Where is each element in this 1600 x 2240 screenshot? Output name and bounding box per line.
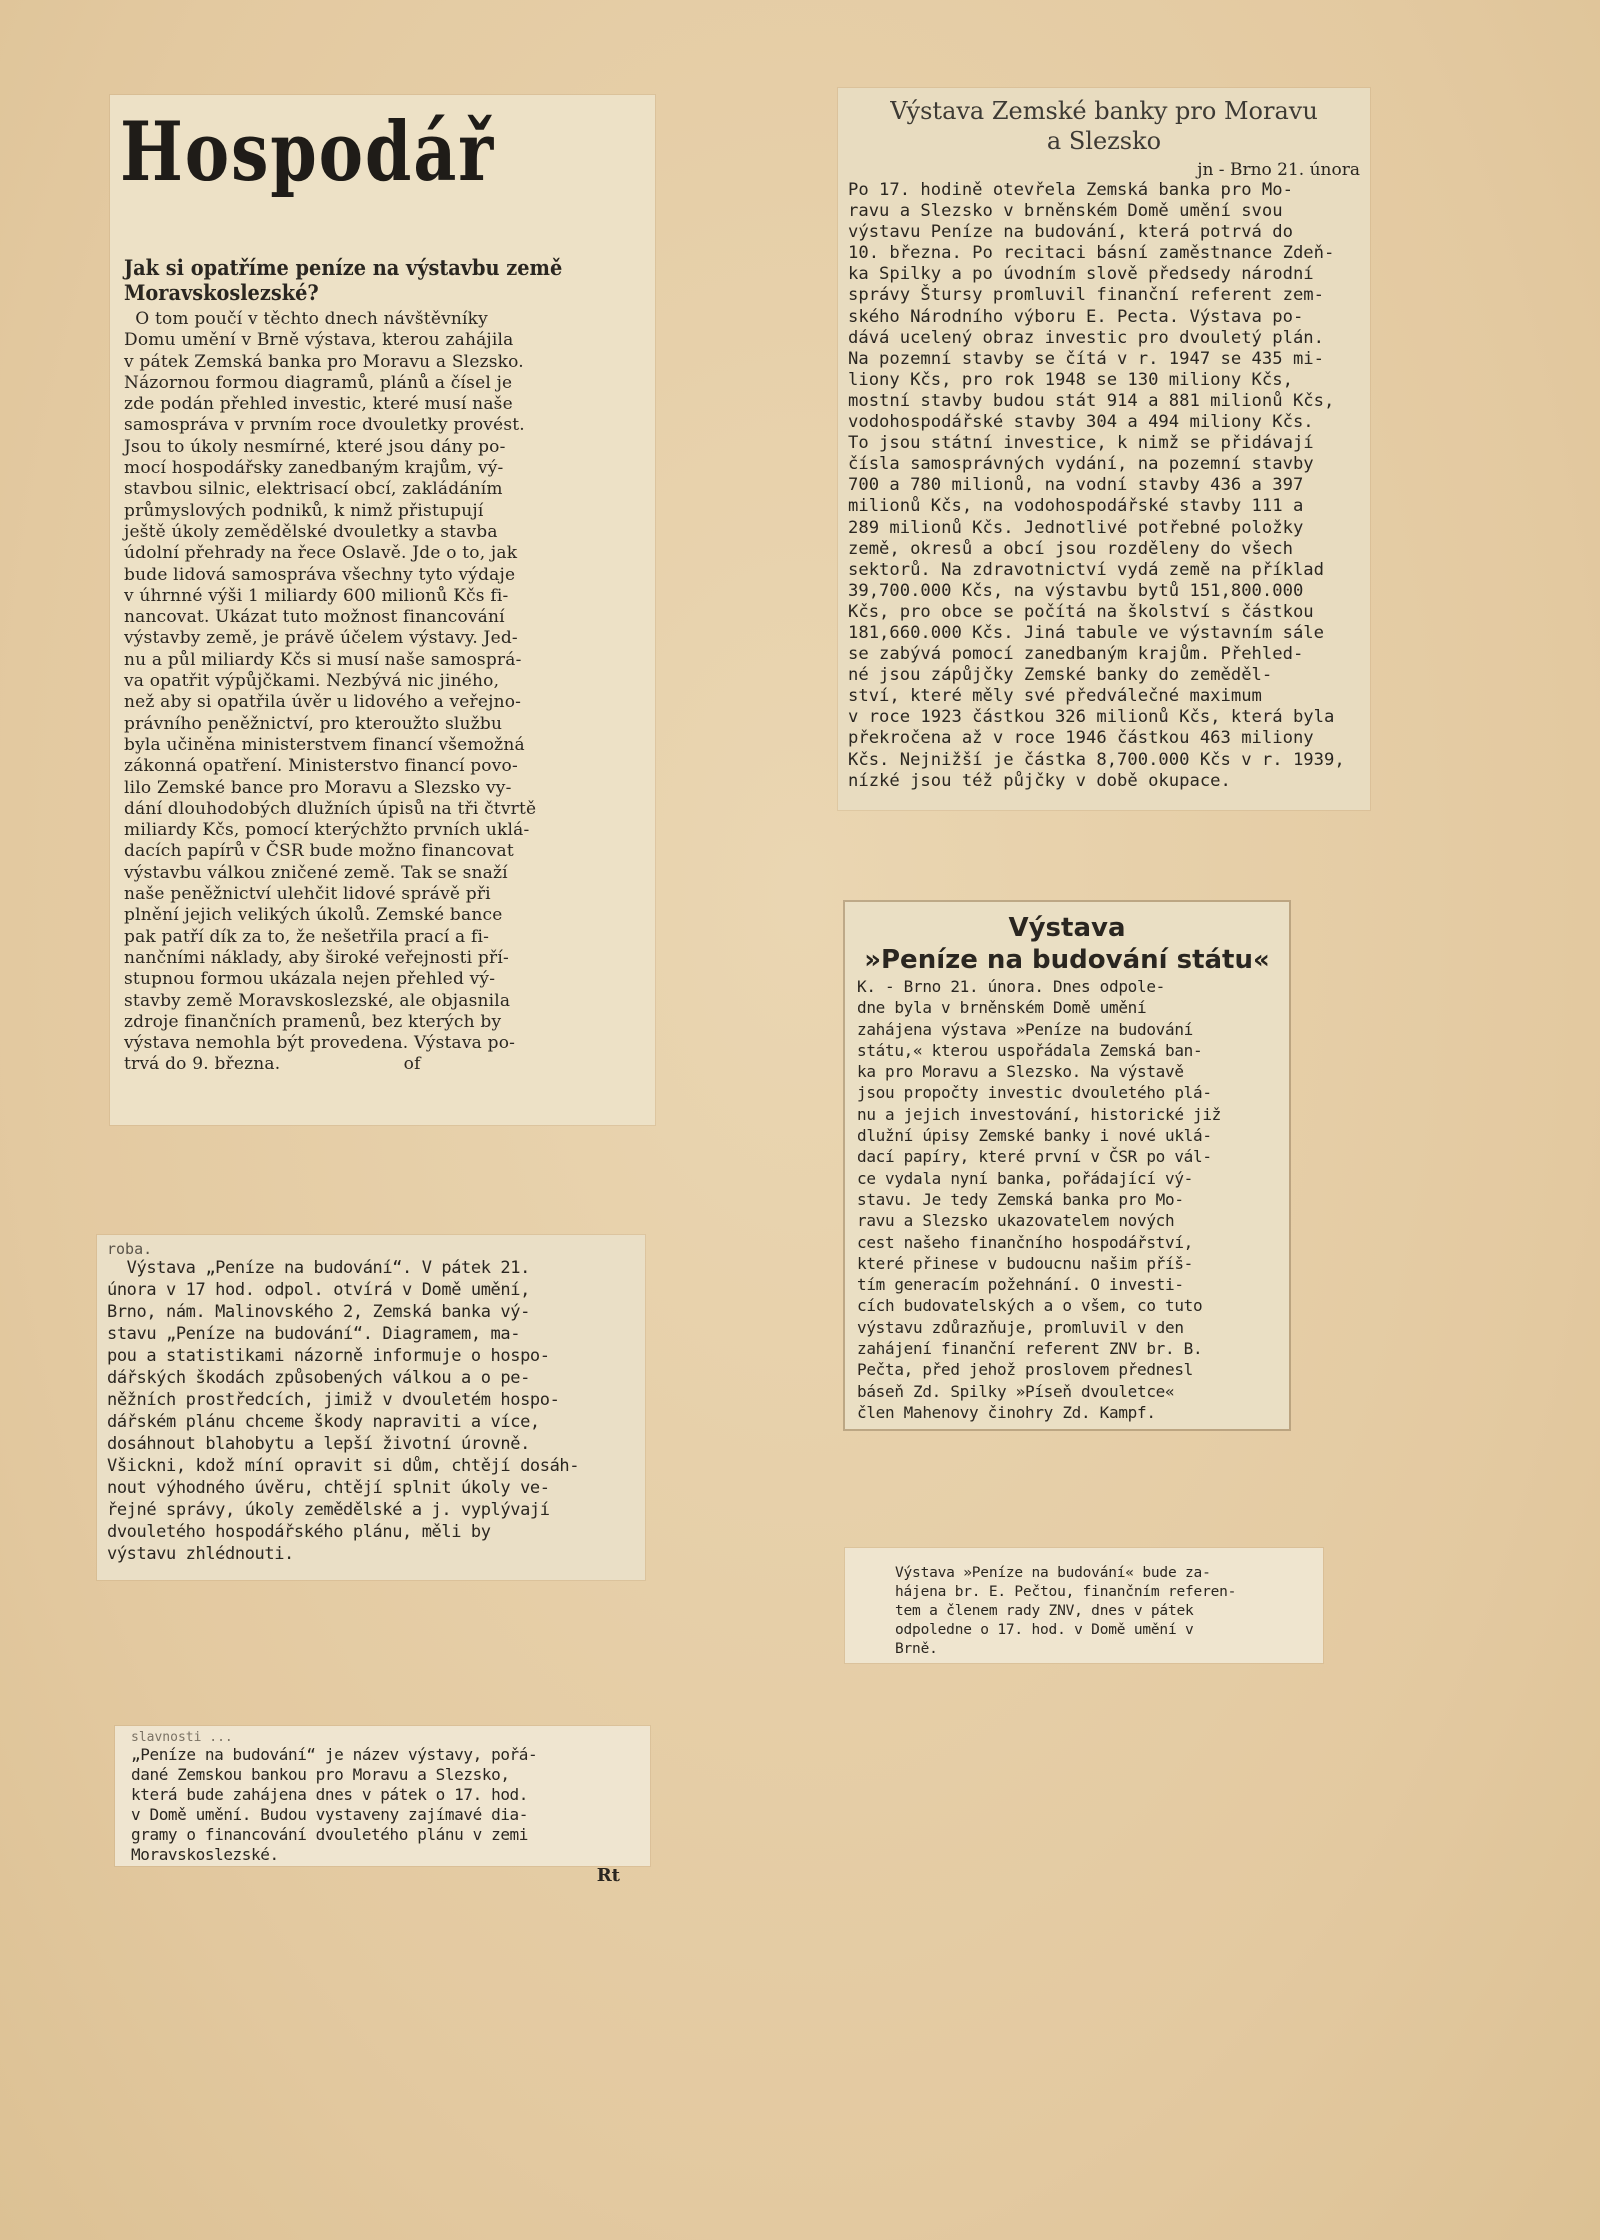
- body-line: země, okresů a obcí jsou rozděleny do všech: [848, 538, 1293, 559]
- clipping-body: [848, 180, 1360, 792]
- body-line: 289 milionů Kčs. Jednotlivé potřebné položky: [848, 517, 1304, 538]
- body-line: nančními náklady, aby široké veřejnosti pří-: [124, 947, 509, 968]
- body-line: řejné správy, úkoly zemědělské a j. vyplývají: [107, 1500, 550, 1520]
- body-line: Brně.: [895, 1641, 938, 1657]
- body-line: se zabývá pomocí zanedbaným krajům. Přehled-: [848, 644, 1304, 665]
- body-line: zde podán přehled investic, které musí naše: [124, 394, 513, 415]
- clipping-vystava-patek: [97, 1235, 645, 1580]
- body-line: trvá do 9. března. of: [124, 1054, 421, 1075]
- body-line: stavbou silnic, elektrisací obcí, zakládáním: [124, 479, 503, 500]
- body-line: dne byla v brněnském Domě umění: [857, 998, 1147, 1018]
- body-line: naše peněžnictví ulehčit lidové správě při: [124, 884, 491, 905]
- body-line: výstavbu válkou zničené země. Tak se snaží: [124, 862, 508, 883]
- body-line: ještě úkoly zemědělské dvouletky a stavba: [124, 521, 498, 542]
- body-line: ka Spilky a po úvodním slově předsedy národní: [848, 264, 1314, 285]
- body-line: nout výhodného úvěru, chtějí splnit úkoly ve-: [107, 1478, 550, 1498]
- body-line: výstava nemohla být provedena. Výstava po-: [124, 1033, 516, 1054]
- body-line: sektorů. Na zdravotnictví vydá země na příklad: [848, 559, 1324, 580]
- body-line: gramy o financování dvouletého plánu v zemi: [131, 1825, 529, 1844]
- body-line: Na pozemní stavby se čítá v r. 1947 se 435 mi-: [848, 348, 1324, 369]
- body-line: Moravskoslezské.: [131, 1845, 279, 1864]
- body-line: v Domě umění. Budou vystaveny zajímavé dia-: [131, 1805, 529, 1824]
- body-line: zdroje finančních pramenů, bez kterých by: [124, 1011, 502, 1032]
- cut-fragment: slavnosti ...: [131, 1730, 233, 1745]
- body-line: nu a jejich investování, historické již: [857, 1104, 1221, 1124]
- clipping-body: [895, 1564, 1313, 1659]
- body-line: dosáhnout blahobytu a lepší životní úrovně.: [107, 1434, 530, 1454]
- body-line: stavu. Je tedy Zemská banka pro Mo-: [857, 1189, 1184, 1209]
- headline-line-2: a Slezsko: [1046, 127, 1162, 155]
- body-line: ka pro Moravu a Slezsko. Na výstavě: [857, 1062, 1184, 1082]
- body-line: dané Zemskou bankou pro Moravu a Slezsko,: [131, 1765, 510, 1784]
- body-line: Po 17. hodině otevřela Zemská banka pro Mo-: [848, 180, 1293, 200]
- body-line: v pátek Zemská banka pro Moravu a Slezsko.: [124, 351, 524, 372]
- body-line: nancovat. Ukázat tuto možnost financování: [124, 607, 505, 628]
- body-line: nízké jsou též půjčky v době okupace.: [848, 770, 1231, 791]
- body-line: Kčs, pro obce se počítá na školství s částkou: [848, 601, 1314, 622]
- body-line: báseň Zd. Spilky »Píseň dvouletce«: [857, 1381, 1175, 1401]
- body-line: 700 a 780 milionů, na vodní stavby 436 a 397: [848, 475, 1304, 496]
- body-line: stavby země Moravskoslezské, ale objasnila: [124, 990, 511, 1011]
- body-line: výstavu zhlédnouti.: [107, 1544, 294, 1564]
- body-line: překročena až v roce 1946 částkou 463 miliony: [848, 728, 1314, 749]
- headline-line-1: Výstava Zemské banky pro Moravu: [890, 97, 1318, 125]
- body-line: než aby si opatřila úvěr u lidového a veřejno-: [124, 692, 522, 713]
- headline-line-1: Výstava: [1008, 913, 1126, 943]
- body-line: „Peníze na budování“ je název výstavy, pořá-: [131, 1745, 538, 1764]
- body-line: ství, které měly své předválečné maximum: [848, 686, 1262, 707]
- body-line: dání dlouhodobých dlužních úpisů na tři čtvrtě: [124, 798, 537, 819]
- body-line: mostní stavby budou stát 914 a 881 milionů Kčs,: [848, 390, 1335, 411]
- body-line: bude lidová samospráva všechny tyto výdaje: [124, 564, 516, 585]
- body-line: samospráva v prvním roce dvouletky provést.: [124, 415, 525, 436]
- body-line: údolní přehrady na řece Oslavě. Jde o to, jak: [124, 543, 518, 564]
- body-line: která bude zahájena dnes v pátek o 17. hod.: [131, 1785, 529, 1804]
- body-line: tím generacím požehnání. O investi-: [857, 1275, 1184, 1295]
- body-line: lilo Zemské bance pro Moravu a Slezsko vy-: [124, 777, 512, 798]
- body-line: hájena br. E. Pečtou, finančním referen-: [895, 1584, 1237, 1600]
- body-line: ravu a Slezsko ukazovatelem nových: [857, 1211, 1175, 1231]
- body-line: právního peněžnictví, pro kteroužto službu: [124, 713, 503, 734]
- headline-line-2: Moravskoslezské?: [124, 280, 319, 305]
- author-signature: Rt: [596, 1865, 620, 1886]
- body-line: které přinese v budoucnu našim příš-: [857, 1253, 1193, 1273]
- body-line: dářském plánu chceme škody napraviti a více,: [107, 1412, 540, 1432]
- body-line: průmyslových podniků, k nimž přistupují: [124, 500, 484, 521]
- clipping-headline: [848, 96, 1360, 156]
- body-line: ravu a Slezsko v brněnském Domě umění svou: [848, 201, 1283, 222]
- body-line: února v 17 hod. odpol. otvírá v Domě umění,: [107, 1280, 530, 1300]
- clipping-headline: [124, 255, 603, 305]
- body-line: výstavu zdůrazňuje, promluvil v den: [857, 1317, 1184, 1337]
- body-line: stavu „Peníze na budování“. Diagramem, ma-: [107, 1324, 521, 1344]
- body-line: Jsou to úkoly nesmírné, které jsou dány po-: [124, 436, 506, 457]
- body-line: dává ucelený obraz investic pro dvouletý plán.: [848, 327, 1324, 348]
- body-line: 39,700.000 Kčs, na výstavbu bytů 151,800.000: [848, 580, 1304, 601]
- body-line: cích budovatelských a o všem, co tuto: [857, 1296, 1203, 1316]
- body-line: v úhrnné výši 1 miliardy 600 milionů Kčs fi-: [124, 585, 509, 606]
- body-line: Pečta, před jehož proslovem přednesl: [857, 1360, 1193, 1380]
- body-line: Názornou formou diagramů, plánů a čísel je: [124, 372, 513, 393]
- body-line: vodohospodářské stavby 304 a 494 miliony Kčs.: [848, 412, 1314, 433]
- clipping-headline: [857, 912, 1277, 976]
- body-line: To jsou státní investice, k nimž se přidávají: [848, 433, 1314, 454]
- body-line: zahájení finanční referent ZNV br. B.: [857, 1339, 1203, 1359]
- clipping-body: [857, 976, 1277, 1423]
- body-line: čísla samosprávných vydání, na pozemní stavby: [848, 454, 1314, 475]
- body-line: plnění jejich velikých úkolů. Zemské bance: [124, 905, 503, 926]
- body-line: pak patří dík za to, že nešetřila prací a fi-: [124, 926, 490, 947]
- body-line: Brno, nám. Malinovského 2, Zemská banka vý-: [107, 1302, 530, 1322]
- body-line: člen Mahenovy činohry Zd. Kampf.: [857, 1402, 1156, 1422]
- clipping-body: [131, 1745, 640, 1865]
- body-line: ce vydala nyní banka, pořádající vý-: [857, 1168, 1193, 1188]
- body-line: státu,« kterou uspořádala Zemská ban-: [857, 1040, 1203, 1060]
- clipping-body: [107, 1257, 635, 1565]
- body-line: pou a statistikami názorně informuje o hospo-: [107, 1346, 550, 1366]
- body-line: v roce 1923 částkou 326 milionů Kčs, která byla: [848, 707, 1335, 728]
- body-line: jsou propočty investic dvouletého plá-: [857, 1083, 1212, 1103]
- body-line: dvouletého hospodářského plánu, měli by: [107, 1522, 491, 1542]
- body-line: zahájena výstava »Peníze na budování: [857, 1019, 1193, 1039]
- body-line: dacích papírů v ČSR bude možno financovat: [124, 841, 514, 862]
- body-line: Výstava »Peníze na budování« bude za-: [895, 1565, 1211, 1581]
- headline-line-1: Jak si opatříme peníze na výstavbu země: [124, 255, 563, 280]
- body-line: va opatřit výpůjčkami. Nezbývá nic jiného,: [124, 671, 500, 692]
- body-line: O tom poučí v těchto dnech návštěvníky: [124, 309, 488, 329]
- body-line: byla učiněna ministerstvem financí všemožná: [124, 734, 525, 755]
- body-line: dlužní úpisy Zemské banky i nové uklá-: [857, 1126, 1212, 1146]
- body-line: Výstava „Peníze na budování“. V pátek 21.: [107, 1258, 530, 1278]
- body-line: 181,660.000 Kčs. Jiná tabule ve výstavním sále: [848, 622, 1324, 643]
- body-line: odpoledne o 17. hod. v Domě umění v: [895, 1622, 1194, 1638]
- body-line: tem a členem rady ZNV, dnes v pátek: [895, 1603, 1194, 1619]
- body-line: liony Kčs, pro rok 1948 se 130 miliony Kčs,: [848, 369, 1293, 390]
- body-line: dářských škodách způsobených válkou a o pe-: [107, 1368, 530, 1388]
- body-line: né jsou zápůjčky Zemské banky do zeměděl-: [848, 665, 1273, 686]
- dateline: jn - Brno 21. února: [1197, 160, 1360, 180]
- body-line: Všickni, kdož míní opravit si dům, chtějí dosáh-: [107, 1456, 580, 1476]
- body-line: správy Štursy promluvil finanční referent zem-: [848, 285, 1324, 306]
- body-line: Kčs. Nejnižší je částka 8,700.000 Kčs v r. 1939,: [848, 749, 1345, 770]
- body-line: zákonná opatření. Ministerstvo financí povo-: [124, 756, 518, 777]
- body-line: výstavu Peníze na budování, která potrvá do: [848, 222, 1293, 243]
- clipping-penize-nazev: [115, 1726, 650, 1886]
- body-line: K. - Brno 21. února. Dnes odpole-: [857, 977, 1165, 996]
- body-line: výstavby země, je právě účelem výstavy. Jed-: [124, 628, 518, 649]
- clipping-vystava-pectou: [845, 1548, 1323, 1663]
- clipping-zemske-banky: [838, 88, 1370, 810]
- body-line: miliardy Kčs, pomocí kterýchžto prvních uklá-: [124, 820, 530, 841]
- body-line: milionů Kčs, na vodohospodářské stavby 111 a: [848, 496, 1304, 517]
- body-line: 10. března. Po recitaci básní zaměstnance Zdeň-: [848, 243, 1335, 264]
- body-line: ského Národního výboru E. Pecta. Výstava po-: [848, 306, 1304, 327]
- body-line: mocí hospodářsky zanedbaným krajům, vý-: [124, 458, 504, 479]
- clipping-body: [124, 309, 645, 1076]
- body-line: stupnou formou ukázala nejen přehled vý-: [124, 969, 496, 990]
- body-line: něžních prostředcích, jimiž v dvouletém hospo-: [107, 1390, 560, 1410]
- cut-fragment: roba.: [107, 1240, 153, 1258]
- headline-line-2: »Peníze na budování státu«: [864, 945, 1270, 975]
- body-line: dací papíry, které první v ČSR po vál-: [857, 1147, 1212, 1167]
- body-line: Domu umění v Brně výstava, kterou zahájila: [124, 330, 514, 351]
- newspaper-masthead: Hospodář: [120, 105, 496, 200]
- body-line: cest našeho finančního hospodářství,: [857, 1232, 1193, 1252]
- clipping-vystava-statu: [845, 902, 1289, 1429]
- clipping-hospodar: [110, 95, 655, 1125]
- body-line: nu a půl miliardy Kčs si musí naše samosprá-: [124, 649, 522, 670]
